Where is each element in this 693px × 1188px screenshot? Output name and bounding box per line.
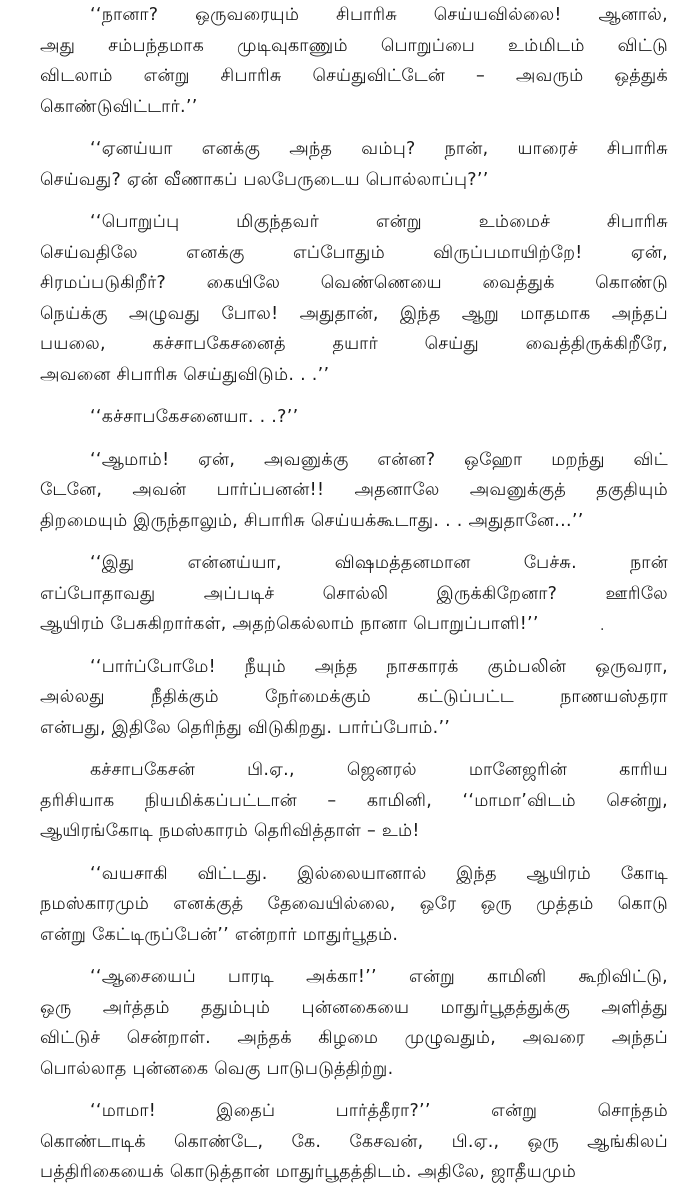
paragraph bbox=[40, 134, 668, 195]
paragraph bbox=[40, 962, 668, 1084]
text-line: ‘‘ஏனய்யா எனக்கு அந்த வம்பு? நான், யாரைச் சிபாரிசு bbox=[90, 139, 668, 159]
paragraph bbox=[40, 402, 668, 433]
text-line: என்பது, இதிலே தெரிந்து விடுகிறது. பார்ப்போம்.’’ bbox=[40, 717, 451, 738]
paragraph bbox=[40, 445, 668, 537]
text-line: ‘‘பொறுப்பு மிகுந்தவர் என்று உம்மைச் சிபாரிசு bbox=[90, 212, 668, 232]
paragraph bbox=[40, 755, 668, 847]
text-line: செய்வது? ஏன் வீணாகப் பலபேருடைய பொல்லாப்பு?’’ bbox=[40, 169, 489, 190]
text-line: ஆயிரம் பேசுகிறார்கள், அதற்கெல்லாம் நானா பொறுப்பாளி!’’ bbox=[40, 614, 539, 634]
text-line: திறமையும் இருந்தாலும், சிபாரிசு செய்யக்கூடாது. . . அதுதானே...’’ bbox=[40, 510, 584, 531]
text-line: ‘‘இது என்னய்யா, விஷமத்தனமான பேச்சு. நான் bbox=[90, 553, 668, 573]
stray-ink-mark: · bbox=[600, 622, 605, 638]
text-line: பயலை, கச்சாபகேசனைத் தயார் செய்து வைத்திருக்கிறீரே, bbox=[40, 334, 668, 354]
text-line: எப்போதாவது அப்படிச் சொல்லி இருக்கிறேனா? ஊரிலே bbox=[40, 583, 668, 604]
text-line: கொண்டாடிக் கொண்டே, கே. கேசவன், பி.ஏ., ஒரு ஆங்கிலப் bbox=[40, 1131, 668, 1152]
text-line: தரிசியாக நியமிக்கப்பட்டான் – காமினி, ‘‘மாமா’விடம் சென்று, bbox=[40, 790, 668, 811]
text-line: ‘‘பார்ப்போமே! நீயும் அந்த நாசகாரக் கும்பலின் ஒருவரா, bbox=[90, 656, 668, 677]
text-line: நெய்க்கு அழுவது போல! அதுதான், இந்த ஆறு மாதமாக அந்தப் bbox=[40, 303, 668, 324]
text-line: விட்டுச் சென்றாள். அந்தக் கிழமை முழுவதும், அவரை அந்தப் bbox=[40, 1028, 668, 1048]
text-line: கொண்டுவிட்டார்.’’ bbox=[40, 96, 198, 117]
paragraph bbox=[40, 548, 668, 640]
paragraph bbox=[40, 1096, 668, 1188]
text-line: பத்திரிகையைக் கொடுத்தான் மாதுர்பூதத்திடம். அதிலே, ஜாதீயமும் bbox=[40, 1162, 577, 1182]
text-line: ‘‘மாமா! இதைப் பார்த்தீரா?’’ என்று சொந்தம் bbox=[90, 1101, 668, 1121]
paragraph bbox=[40, 652, 668, 744]
paragraph bbox=[40, 859, 668, 951]
text-line: அவனை சிபாரிசு செய்துவிடும். . .’’ bbox=[40, 364, 330, 385]
text-line: பொல்லாத புன்னகை வெகு பாடுபடுத்திற்று. bbox=[40, 1058, 394, 1079]
text-line: ஒரு அர்த்தம் ததும்பும் புன்னகையை மாதுர்பூதத்துக்கு அளித்து bbox=[40, 997, 668, 1018]
text-line: விடலாம் என்று சிபாரிசு செய்துவிட்டேன் – அவரும் ஒத்துக் bbox=[40, 66, 668, 86]
text-line: ‘‘நானா? ஒருவரையும் சிபாரிசு செய்யவில்லை! ஆனால், bbox=[90, 5, 668, 25]
text-line: ‘‘ஆசையைப் பாரடி அக்கா!’’ என்று காமினி கூறிவிட்டு, bbox=[90, 967, 668, 987]
text-line: கச்சாபகேசன் பி.ஏ., ஜெனரல் மானேஜரின் காரிய bbox=[90, 760, 668, 780]
text-line: ஆயிரங்கோடி நமஸ்காரம் தெரிவித்தாள் – உம்! bbox=[40, 821, 420, 841]
text-line: என்று கேட்டிருப்பேன்’’ என்றார் மாதுர்பூதம். bbox=[40, 924, 399, 945]
text-line: டேனே, அவன் பார்ப்பனன்!! அதனாலே அவனுக்குத் தகுதியும் bbox=[40, 480, 668, 500]
text-line: சிரமப்படுகிறீர்? கையிலே வெண்ணெயை வைத்துக் கொண்டு bbox=[40, 273, 668, 293]
text-line: அல்லது நீதிக்கும் நேர்மைக்கும் கட்டுப்பட்ட நாணயஸ்தரா bbox=[40, 687, 668, 707]
text-line: செய்வதிலே எனக்கு எப்போதும் விருப்பமாயிற்றே! ஏன், bbox=[40, 242, 668, 263]
text-line: நமஸ்காரமும் எனக்குத் தேவையில்லை, ஒரே ஒரு முத்தம் கொடு bbox=[40, 894, 668, 914]
text-line: ‘‘வயசாகி விட்டது. இல்லையானால் இந்த ஆயிரம் கோடி bbox=[90, 863, 668, 884]
book-page bbox=[40, 0, 668, 1182]
paragraph bbox=[40, 207, 668, 390]
text-line: ‘‘ஆமாம்! ஏன், அவனுக்கு என்ன? ஒஹோ மறந்து விட் bbox=[90, 449, 668, 470]
text-line: ‘‘கச்சாபகேசனையா. . .?’’ bbox=[90, 407, 299, 427]
paragraph bbox=[40, 0, 668, 122]
text-line: அது சம்பந்தமாக முடிவுகாணும் பொறுப்பை உம்மிடம் விட்டு bbox=[40, 35, 668, 56]
